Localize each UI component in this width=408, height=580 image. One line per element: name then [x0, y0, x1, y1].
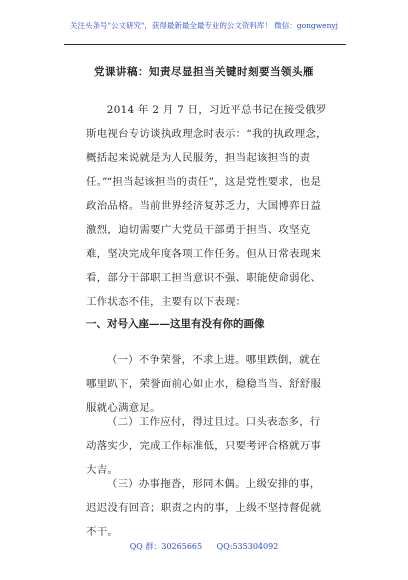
document-title: 党课讲稿：知责尽显担当关键时刻要当领头雁 [94, 66, 314, 78]
section-heading: 一、对号入座——这里有没有你的画像 [86, 318, 265, 330]
header-banner: 关注头条号"公文研究"，获得最新最全最专业的公文资料库！ 微信：gongwenyj [70, 21, 338, 30]
body-paragraph: “担当起该担当的责任”，这是党性要求，也是政治品格。当前世界经济复苏乏力，大国博弈日益激烈，迫切需要广大党员干部勇于担当、攻坚克难，坚决完成年度各项工作任务。但从日常表现来看，部分干部职工担当意识不强、职能使命弱化、工作状态不佳，主要有以下表现： [86, 176, 322, 308]
list-item: （二）工作应付，得过且过。口头表态多，行动落实少，完成工作标准低，只要考评合格就万事大吉。 [86, 416, 322, 476]
list-item: （一）不争荣誉，不求上进。哪里跌倒，就在哪里趴下，荣誉面前心如止水，稳稳当当、舒舒服服就心满意足。 [86, 354, 322, 414]
intro-paragraph: 2014 年 2 月 7 日，习近平总书记在接受俄罗斯电视台专访谈执政理念时表示：“我的执政理念，概括起来说就是为人民服务，担当起该担当的责任。” [86, 104, 327, 188]
footer-qq-group: QQ 群：30265665 [129, 542, 203, 551]
list-item: （三）办事拖沓，形同木偶。上级安排的事，迟迟没有回音；职责之内的事，上级不坚持督促就不干。 [86, 478, 322, 538]
header-divider [64, 44, 346, 45]
footer-contact [0, 541, 408, 552]
footer-qq: QQ:535304092 [216, 542, 279, 551]
